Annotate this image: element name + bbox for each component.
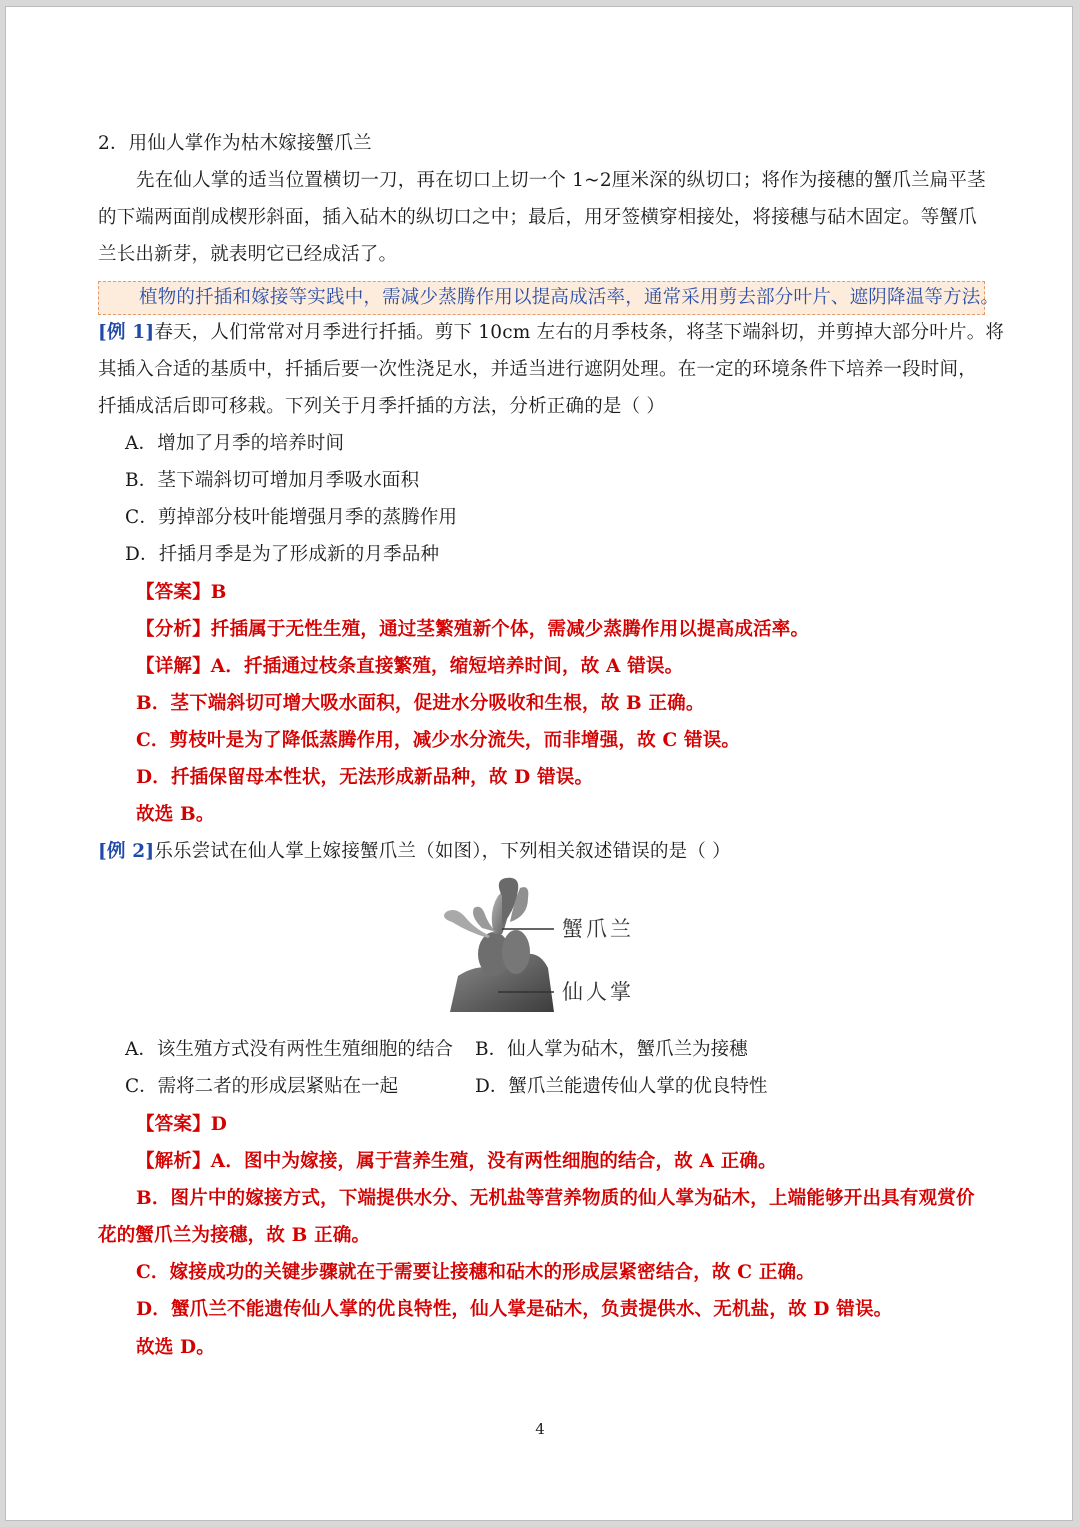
paragraph-line: 先在仙人掌的适当位置横切一刀，再在切口上切一个 1~2厘米深的纵切口；将作为接穗的蟹爪兰扁平茎 bbox=[136, 170, 986, 191]
example2-detail-line: 花的蟹爪兰为接穗，故 B 正确。 bbox=[98, 1225, 371, 1246]
tip-note-box bbox=[98, 281, 1000, 315]
example1-answer: 【答案】B bbox=[136, 582, 227, 603]
example1-question-line: 扦插成活后即可移栽。下列关于月季扦插的方法，分析正确的是（ ） bbox=[98, 396, 666, 417]
section-heading: 2．用仙人掌作为枯木嫁接蟹爪兰 bbox=[98, 133, 372, 154]
example1-detail-line: 【详解】A．扦插通过枝条直接繁殖，缩短培养时间，故 A 错误。 bbox=[136, 656, 684, 677]
example1-question-line: 其插入合适的基质中，扦插后要一次性浇足水，并适当进行遮阴处理。在一定的环境条件下培养一段时间， bbox=[98, 359, 977, 380]
example2-tag: [例 2] bbox=[98, 841, 155, 862]
example2-detail-line: C．嫁接成功的关键步骤就在于需要让接穗和砧木的形成层紧密结合，故 C 正确。 bbox=[136, 1262, 815, 1283]
cactus-pad-right bbox=[502, 930, 530, 974]
example1-detail-line: B．茎下端斜切可增大吸水面积，促进水分吸收和生根，故 B 正确。 bbox=[136, 693, 705, 714]
grafting-figure bbox=[436, 872, 646, 1018]
document-page bbox=[5, 6, 1073, 1521]
example1-option-d: D．扦插月季是为了形成新的月季品种 bbox=[125, 544, 440, 565]
example2-option-d: D．蟹爪兰能遗传仙人掌的优良特性 bbox=[475, 1076, 768, 1097]
example1-option-c: C．剪掉部分枝叶能增强月季的蒸腾作用 bbox=[125, 507, 458, 528]
example2-option-a: A．该生殖方式没有两性生殖细胞的结合 bbox=[125, 1039, 453, 1060]
label-scion: 蟹爪兰 bbox=[562, 917, 634, 941]
label-stock: 仙人掌 bbox=[562, 980, 634, 1004]
example2-option-c: C．需将二者的形成层紧贴在一起 bbox=[125, 1076, 399, 1097]
example2-question-line bbox=[98, 840, 988, 864]
example1-analysis: 【分析】扦插属于无性生殖，通过茎繁殖新个体，需减少蒸腾作用以提高成活率。 bbox=[136, 619, 810, 640]
example2-detail-line: B．图片中的嫁接方式，下端提供水分、无机盐等营养物质的仙人掌为砧木，上端能够开出具有观赏价 bbox=[136, 1188, 975, 1209]
example1-option-a: A．增加了月季的培养时间 bbox=[125, 433, 345, 454]
paragraph-line: 的下端两面削成楔形斜面，插入砧木的纵切口之中；最后，用牙签横穿相接处，将接穗与砧木固定。等蟹爪 bbox=[98, 207, 977, 228]
example2-conclusion: 故选 D。 bbox=[136, 1337, 215, 1358]
example1-question-line bbox=[98, 321, 1005, 345]
example1-detail-line: C．剪枝叶是为了降低蒸腾作用，减少水分流失，而非增强，故 C 错误。 bbox=[136, 730, 741, 751]
example2-detail-line: 【解析】A．图中为嫁接，属于营养生殖，没有两性细胞的结合，故 A 正确。 bbox=[136, 1151, 777, 1172]
example1-question-text: 春天，人们常常对月季进行扦插。剪下 10cm 左右的月季枝条，将茎下端斜切，并剪掉大部分叶片。将 bbox=[154, 322, 1005, 343]
example2-answer: 【答案】D bbox=[136, 1114, 228, 1135]
example2-detail-line: D．蟹爪兰不能遗传仙人掌的优良特性，仙人掌是砧木，负责提供水、无机盐，故 D 错误。 bbox=[136, 1299, 893, 1320]
paragraph-line: 兰长出新芽，就表明它已经成活了。 bbox=[98, 244, 398, 265]
example1-tag: [例 1] bbox=[98, 322, 155, 343]
example1-conclusion: 故选 B。 bbox=[136, 804, 215, 825]
page-number: 4 bbox=[535, 1420, 545, 1438]
example2-option-b: B．仙人掌为砧木，蟹爪兰为接穗 bbox=[475, 1039, 748, 1060]
example1-detail-line: D．扦插保留母本性状，无法形成新品种，故 D 错误。 bbox=[136, 767, 594, 788]
example1-option-b: B．茎下端斜切可增加月季吸水面积 bbox=[125, 470, 420, 491]
tip-note-text: 植物的扦插和嫁接等实践中，需减少蒸腾作用以提高成活率，通常采用剪去部分叶片、遮阴降温等方法。 bbox=[139, 287, 1000, 308]
example2-question-text: 乐乐尝试在仙人掌上嫁接蟹爪兰（如图），下列相关叙述错误的是（ ） bbox=[154, 841, 731, 862]
